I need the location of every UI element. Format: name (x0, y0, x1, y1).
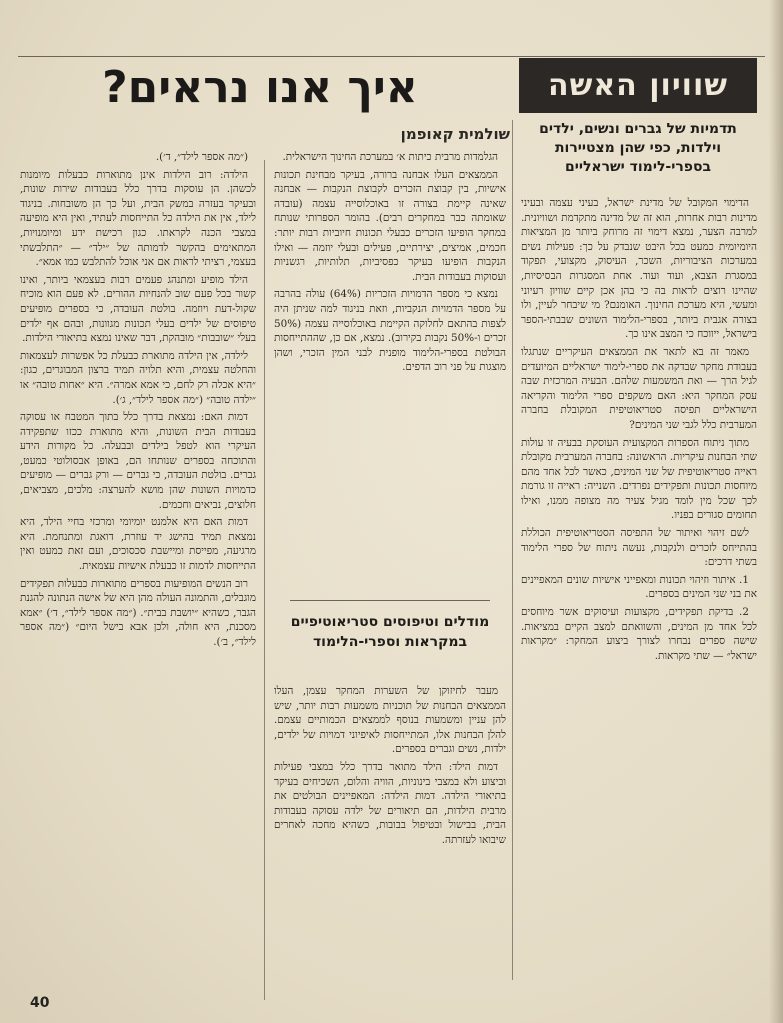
page-number: 40 (30, 995, 50, 1011)
paragraph: הילד מופיע ומתנהג פעמים רבות בעצמאי ביותר, ואינו קשור בכל פעם שוב להנחיות ההורים. לא פעם הוא מוכיח שקול-דעת ויוזמה. בולטת העובדה, כי בספרים מופיעים טיפוסים של ילדים בעלי תכונות מגוונות, ובהם אף ילדים בעלי ״שובבות״ מובהקת, דבר שאינו נמצא בתיאורי הילדות. (20, 273, 256, 345)
paragraph: הגלמדות מרבית כיתות א׳ במערכת החינוך הישראלית. (282, 151, 498, 163)
middle-column-bottom (274, 684, 506, 996)
middle-column-top (274, 150, 506, 595)
page-edge-shadow (769, 0, 783, 1023)
section-label: שוויון האשה (519, 58, 757, 113)
paragraph: מעבר לחיזוקן של השערות המחקר עצמן, העלו הממצאים הבחנות של תוכניות משמעות רבות יותר, שיש להן עניין ומשמעות בנוסף לממצאים הכמותיים עצמם. להלן הבחנות אלו, המתייחסות לאיפיוני דמויות של ילדים, ילדות, נשים וגברים בספרים. (274, 685, 506, 756)
section-heading: מודלים וטיפוסים סטריאוטיפיים במקראות וספרי-הלימוד (290, 614, 490, 650)
paragraph: הממצאים העלו אבחנה ברורה, בעיקר מבחינת תכונות אישיות, בין קבוצת הזכרים לקבוצת הנקבות — אבחנה שאינה קיימת בצורה זו באוכלוסייה עצמה (עובדה שאומתה כבר במחקרים רבים). בהומר הספרותי שנותח במחקר הופיעו הזכרים כבעלי תכונות חיוביות רבות יותר: חכמים, אמיצים, יצירתיים, פעילים ובעלי יוזמה — ואילו הנקבות הופיעו בעיקר כפסיביות, תלותיות, רגשניות ועסוקות בעבודות הבית. (274, 168, 506, 283)
left-column (20, 150, 256, 978)
paragraph: מאמר זה בא לתאר את הממצאים העיקריים שנתגלו בעבודת מחקר שבדקה את ספרי-לימוד ישראליים המיועדים לגיל הרך — ואת המשמעות שלהם. הבעיה המרכזית שבה עסק המחקר היא: האם משקפים ספרי הלימוד והקריאה הישראליים תפיסה סטריאוטיפית המקובלת בחברה המערבית כלל לגבי שני המינים? (521, 345, 757, 431)
paragraph: הילדה: רוב הילדות אינן מתוארות כבעלות מיומנות לכשהן. הן עוסקות בדרך כלל בעבודות שירות שונות, ובעיקר בעזרה במשק הבית, ועל כך הן משובחות. בניגוד לילד, אין את הילדה כל התייחסות לעתיד, ואין היא מופיעה במצבי הכנה לקראתו. כגון רכישת ידע ומיומנויות, המתאימים בהקשר לדמותה של ״ילד״ — ״התלבשתי בעצמי, רציתי לראות אם אני אוכל להתלבש כמו אמא״. (20, 168, 256, 269)
paragraph: הדימוי המקובל של מדינת ישראל, בעיני עצמה ובעיני מדינות רבות אחרות, הוא זה של מדינה מתקדמת ושוויונית. למרבה הצער, נמצא דימוי זה מרוחק ביותר מן המציאות היומיומית כמעט בכל היבט שנבדק על כך: פעילות נשים במערכות הציבוריות, השכר, העיסוק, מקצועי, תפקוד במסגרת הצבא, ועוד ועוד. אחת המסגרות הבסיסיות, שהיינו רוצים לראות בה כי בהן אכן קיים שוויון רעיוני ומעשי, היא מערכת החינוך. האומנם? מי שיבחר לעיין, ולו בצורה אגבית ביותר, בספרי-הלימוד השונים שבבתי-הספר בישראל, ייווכח כי המצב אינו כך. (521, 197, 757, 341)
paragraph: דמות הילד: הילד מתואר בדרך כלל במצבי פעילות וביצוע ולא במצבי בינוניות, הוויה והלום, השכיחים בעיקר בתיאורי הילדה. דמות הילדה: המאפיינים הבולטים את מרבית הילדות, הם תיאורים של ילדה עסוקה בעבודות הבית, בבישול ובטיפול בבובות, כשהיא מחכה לאחרים שיבואו לעזרתה. (274, 760, 506, 846)
paragraph: (״מה אספר לילד״, ד׳). (155, 151, 248, 163)
article-title: איך אנו נראים? (102, 62, 418, 113)
author-byline: שולמית קאופמן (400, 125, 510, 143)
paragraph: לילדה, אין הילדה מתוארת כבעלת כל אפשרות לעצמאות והחלטה עצמית, והיא תלויה תמיד ברצון המבוגרים, כגון: ״היא אכלה רק לחם, כי אמא אמרה״. היא ״אחות טובה״ או ״ילדה טובה״ (״מה אספר לילד״, ג׳). (20, 349, 256, 406)
right-column (521, 196, 757, 994)
paragraph: 1. איתור וזיהוי תכונות ומאפייני אישיות שונים המאפיינים את בני שני המינים בספרים. (521, 573, 757, 601)
article-subtitle: תדמיות של גברים ונשים, ילדים וילדות, כפי שהן מצטיירות בספרי-לימוד ישראליים (539, 121, 737, 175)
paragraph: 2. בדיקת תפקידים, מקצועות ועיסוקים אשר מיוחסים לכל אחד מן המינים, והשוואתם למצב הקיים במציאות. שישה ספרים נבחרו לצורך ביצוע המחקר: ״מקראות ישראל״ — שתי מקראות. (521, 606, 757, 662)
paragraph: דמות האם: נמצאת בדרך כלל בתוך המטבח או עסוקה בעבודות הבית השונות, והיא מתוארת ככזו שתפקידה העיקרי הוא לטפל בילדים ובבעלה. כל מקורות הידע והתוכחה בספרים שנותחו הם, באופן אבסולוטי כמעט, גברים. בולטת העובדה, כי גברים — ורק גברים — מופיעים כדמויות השונות שהן מושא להערצה: מלכים, מצביאים, חלוצים, נביאים וחכמים. (20, 411, 256, 511)
top-rule (18, 56, 765, 57)
paragraph: מתוך ניתוח הספרות המקצועית העוסקת בבעיה זו עולות שתי הבחנות עיקריות. הראשונה: בחברה המערבית מקובלת ראייה סטריאוטיפית של שני המינים, כאשר לכל אחד מהם מיוחסות תכונות ותפקידים נפרדים. השנייה: ראייה זו גורמת לכך שכל מין לומד מגיל צעיר מה מצופה ממנו, ואילו תחומים סגורים בפניו. (521, 436, 757, 522)
paragraph: לשם זיהוי ואיתור של התפיסה הסטריאוטיפית הכוללת בהתייחס לזכרים ולנקבות, נעשה ניתוח של ספרי הלימוד בשתי דרכים: (521, 527, 757, 569)
paragraph: דמות האם היא אלמנט יומיומי ומרכזי בחיי הילד, היא נמצאת תמיד בהישג יד עוזרת, דואגת ומתנחמת. היא מרגיעה, מפייסת ומיישבת סכסוכים, ועם זאת כמעט ואין התייחסות לדמות זו כבעלת אישיות עצמאית. (20, 516, 256, 573)
column-divider (264, 160, 265, 1000)
heading-rule (290, 600, 490, 601)
paragraph: נמצא כי מספר הדמויות הזכריות (64%) עולה בהרבה על מספר הדמויות הנקביות, וזאת בניגוד למה שניתן היה לצפות בהתאם לחלוקה הקיימת באוכלוסייה עצמה (50% זכרים ו-50% נקבות בקירוב). נמצא, אם כן, שההתייחסות הבולטת בספרי-הלימוד מופנית לבני המין הזכרי, ושהן מוצגות על פני רוב הדפים. (274, 288, 506, 374)
paragraph: רוב הנשים המופיעות בספרים מתוארות כבעלות תפקידים מוגבלים, והתמונה העולה מהן היא של אישה הנתונה להגנת הגבר, כשהיא ״יושבת בבית״. (״מה אספר לילד״, ד׳) ״אמא מסכנת, היא חולה, ולכן אבא בישל היום״ (״מה אספר לילד״, ב׳). (20, 577, 256, 648)
column-divider (512, 120, 513, 980)
